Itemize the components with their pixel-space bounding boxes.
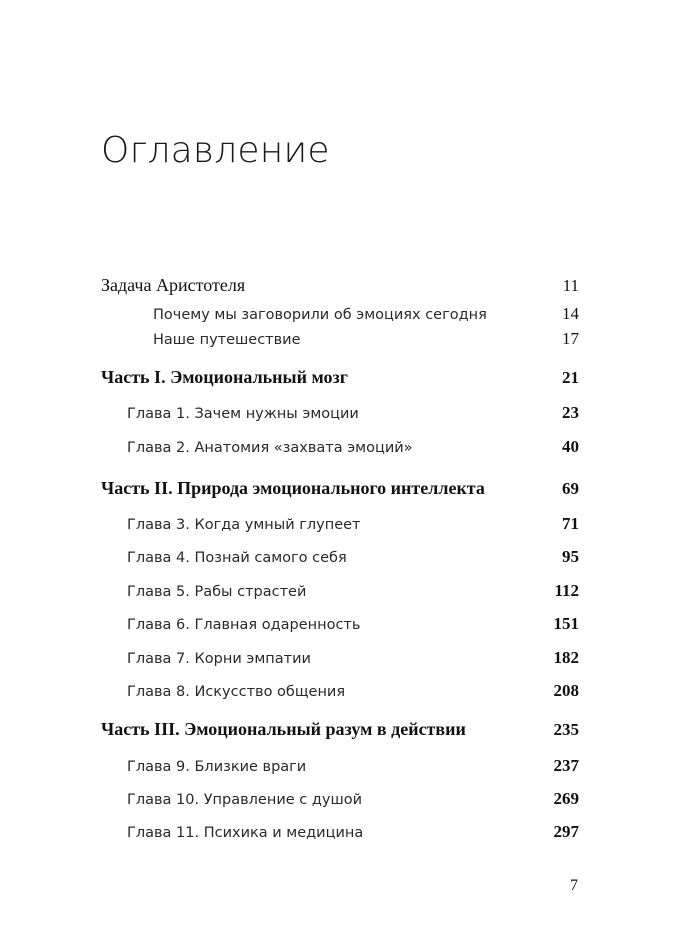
toc-chapter[interactable] bbox=[101, 515, 579, 539]
toc-entry-page: 112 bbox=[554, 581, 579, 600]
toc-entry-page: 269 bbox=[553, 789, 579, 808]
toc-entry-page: 11 bbox=[562, 276, 579, 295]
toc-subentry[interactable] bbox=[101, 305, 579, 329]
toc-entry-intro[interactable] bbox=[101, 276, 579, 300]
toc-entry-page: 182 bbox=[553, 648, 579, 667]
toc-entry-page: 95 bbox=[562, 547, 579, 566]
toc-chapter-label: Глава 3. Когда умный глупеет bbox=[127, 517, 361, 533]
toc-entry-page: 71 bbox=[562, 514, 579, 533]
toc-chapter-label: Глава 4. Познай самого себя bbox=[127, 550, 347, 566]
toc-subentry[interactable] bbox=[101, 330, 579, 354]
toc-chapter[interactable] bbox=[101, 823, 579, 847]
toc-part-label: Часть III. Эмоциональный разум в действии bbox=[101, 719, 466, 739]
toc-part[interactable] bbox=[101, 368, 579, 392]
page-number: 7 bbox=[570, 877, 578, 894]
toc-chapter[interactable] bbox=[101, 438, 579, 462]
toc-entry-page: 208 bbox=[553, 681, 579, 700]
toc-entry-label: Наше путешествие bbox=[153, 332, 301, 348]
toc-part[interactable] bbox=[101, 479, 579, 503]
toc-chapter-label: Глава 10. Управление с душой bbox=[127, 792, 363, 808]
toc-chapter-label: Глава 9. Близкие враги bbox=[127, 759, 307, 775]
toc-chapter[interactable] bbox=[101, 548, 579, 572]
toc-part-label: Часть I. Эмоциональный мозг bbox=[101, 367, 348, 387]
toc-chapter-label: Глава 7. Корни эмпатии bbox=[127, 651, 311, 667]
toc-entry-label: Задача Аристотеля bbox=[101, 275, 246, 295]
toc-entry-page: 237 bbox=[553, 756, 579, 775]
toc-chapter-label: Глава 6. Главная одаренность bbox=[127, 617, 361, 633]
toc-entry-page: 14 bbox=[562, 304, 579, 323]
toc-chapter-label: Глава 2. Анатомия «захвата эмоций» bbox=[127, 440, 413, 456]
toc-chapter[interactable] bbox=[101, 682, 579, 706]
toc-chapter[interactable] bbox=[101, 649, 579, 673]
toc-entry-page: 17 bbox=[562, 329, 579, 348]
toc-entry-page: 69 bbox=[562, 479, 579, 498]
toc-chapter-label: Глава 1. Зачем нужны эмоции bbox=[127, 406, 359, 422]
toc-chapter[interactable] bbox=[101, 582, 579, 606]
toc-chapter-label: Глава 8. Искусство общения bbox=[127, 684, 346, 700]
toc-part-label: Часть II. Природа эмоционального интеллекта bbox=[101, 478, 485, 498]
page-title: Оглавление bbox=[101, 130, 330, 171]
toc-entry-label: Почему мы заговорили об эмоциях сегодня bbox=[153, 307, 487, 323]
toc-chapter[interactable] bbox=[101, 404, 579, 428]
toc-chapter[interactable] bbox=[101, 757, 579, 781]
toc-entry-page: 297 bbox=[553, 822, 579, 841]
toc-entry-page: 235 bbox=[553, 720, 579, 739]
toc-chapter[interactable] bbox=[101, 790, 579, 814]
toc-chapter[interactable] bbox=[101, 615, 579, 639]
toc-entry-page: 40 bbox=[562, 437, 579, 456]
toc-chapter-label: Глава 5. Рабы страстей bbox=[127, 584, 307, 600]
toc-chapter-label: Глава 11. Психика и медицина bbox=[127, 825, 364, 841]
toc-part[interactable] bbox=[101, 720, 579, 744]
toc-entry-page: 23 bbox=[562, 403, 579, 422]
toc-entry-page: 21 bbox=[562, 368, 579, 387]
toc-entry-page: 151 bbox=[553, 614, 579, 633]
